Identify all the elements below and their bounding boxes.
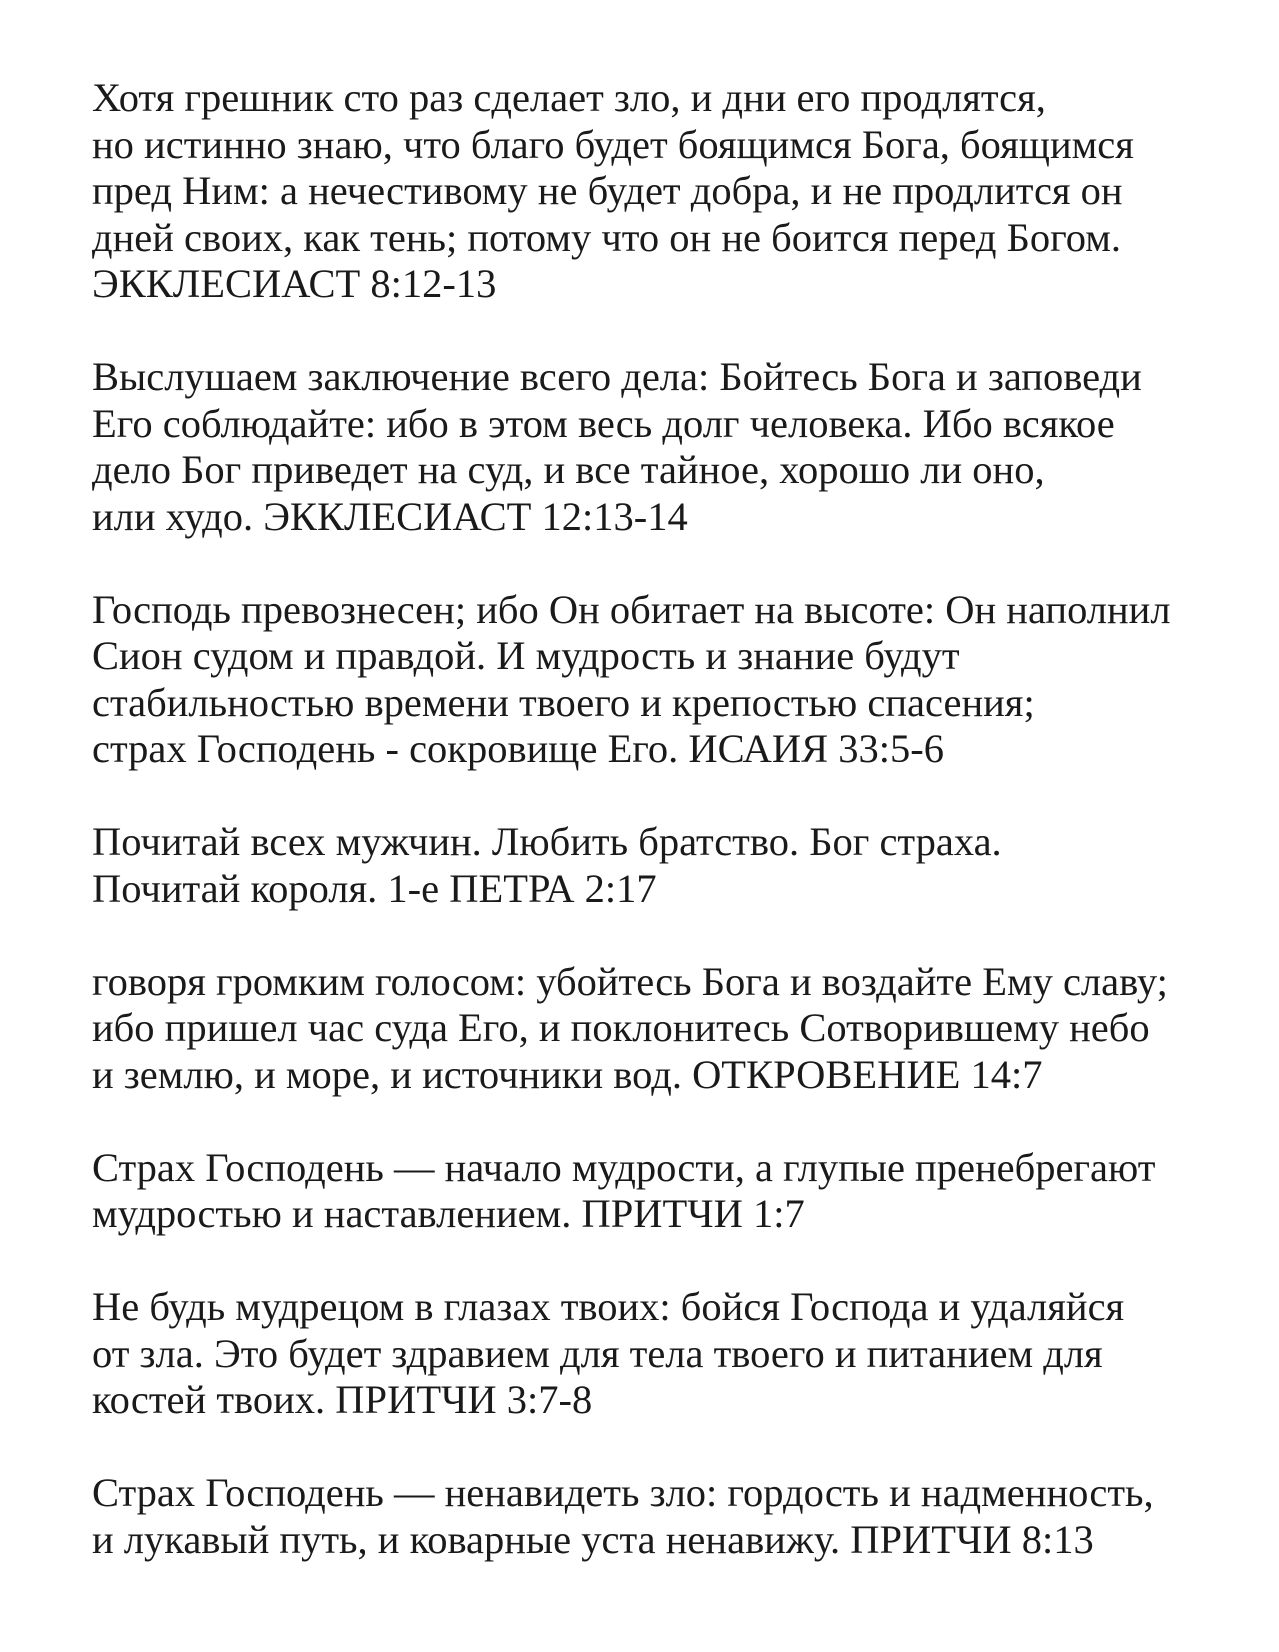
verse-1-peter-2-17 (92, 819, 1212, 912)
verse-line: стабильностью времени твоего и крепостью спасения; (92, 679, 1035, 725)
verse-line: от зла. Это будет здравием для тела твоего и питанием для (92, 1330, 1103, 1376)
verse-line: и лукавый путь, и коварные уста ненавижу. ПРИТЧИ 8:13 (92, 1516, 1094, 1562)
verse-proverbs-3-7 (92, 1284, 1212, 1424)
verse-line: дело Бог приведет на суд, и все тайное, хорошо ли оно, (92, 447, 1045, 492)
verse-line: ибо пришел час суда Его, и поклонитесь Сотворившему небо (92, 1005, 1150, 1050)
verse-line: дней своих, как тень; потому что он не боится перед Богом. (92, 214, 1121, 260)
verse-line: страх Господень - сокровище Его. ИСАИЯ 33:5-6 (92, 726, 945, 771)
verse-ecclesiastes-12-13 (92, 354, 1212, 540)
verse-line: Почитай всех мужчин. Любить братство. Бог страха. (92, 819, 1002, 864)
verse-line: говоря громким голосом: убойтесь Бога и воздайте Ему славу; (92, 958, 1168, 1004)
verse-proverbs-1-7 (92, 1145, 1212, 1238)
verse-line: Господь превознесен; ибо Он обитает на высоте: Он наполнил (92, 586, 1171, 632)
verse-line: и землю, и море, и источники вод. ОТКРОВЕНИЕ 14:7 (92, 1051, 1043, 1097)
verse-line: Страх Господень — ненавидеть зло: гордость и надменность, (92, 1470, 1154, 1515)
verse-ecclesiastes-8-12 (92, 75, 1212, 308)
verse-line: или худо. ЭККЛЕСИАСТ 12:13-14 (92, 493, 688, 539)
verse-line: костей твоих. ПРИТЧИ 3:7-8 (92, 1377, 593, 1422)
verse-line: Выслушаем заключение всего дела: Бойтесь Бога и заповеди (92, 354, 1142, 399)
verse-line: Его соблюдайте: ибо в этом весь долг человека. Ибо всякое (92, 400, 1115, 446)
verse-line: мудростью и наставлением. ПРИТЧИ 1:7 (92, 1191, 805, 1236)
verse-line: Хотя грешник сто раз сделает зло, и дни его продлятся, (92, 75, 1046, 120)
scripture-page (92, 75, 1212, 1610)
verse-reference: ЭККЛЕСИАСТ 8:12-13 (92, 261, 497, 306)
verse-line: Страх Господень — начало мудрости, а глупые пренебрегают (92, 1144, 1156, 1190)
verse-proverbs-8-13 (92, 1470, 1212, 1563)
verse-line: Сион судом и правдой. И мудрость и знание будут (92, 633, 960, 678)
verse-line: Не будь мудрецом в глазах твоих: бойся Господа и удаляйся (92, 1284, 1125, 1329)
verse-line: но истинно знаю, что благо будет боящимся Бога, боящимся (92, 121, 1134, 167)
verse-isaiah-33-5 (92, 587, 1212, 773)
verse-line: Почитай короля. 1-е ПЕТРА 2:17 (92, 865, 657, 911)
verse-revelation-14-7 (92, 959, 1212, 1099)
verse-line: пред Ним: а нечестивому не будет добра, и не продлится он (92, 168, 1123, 213)
